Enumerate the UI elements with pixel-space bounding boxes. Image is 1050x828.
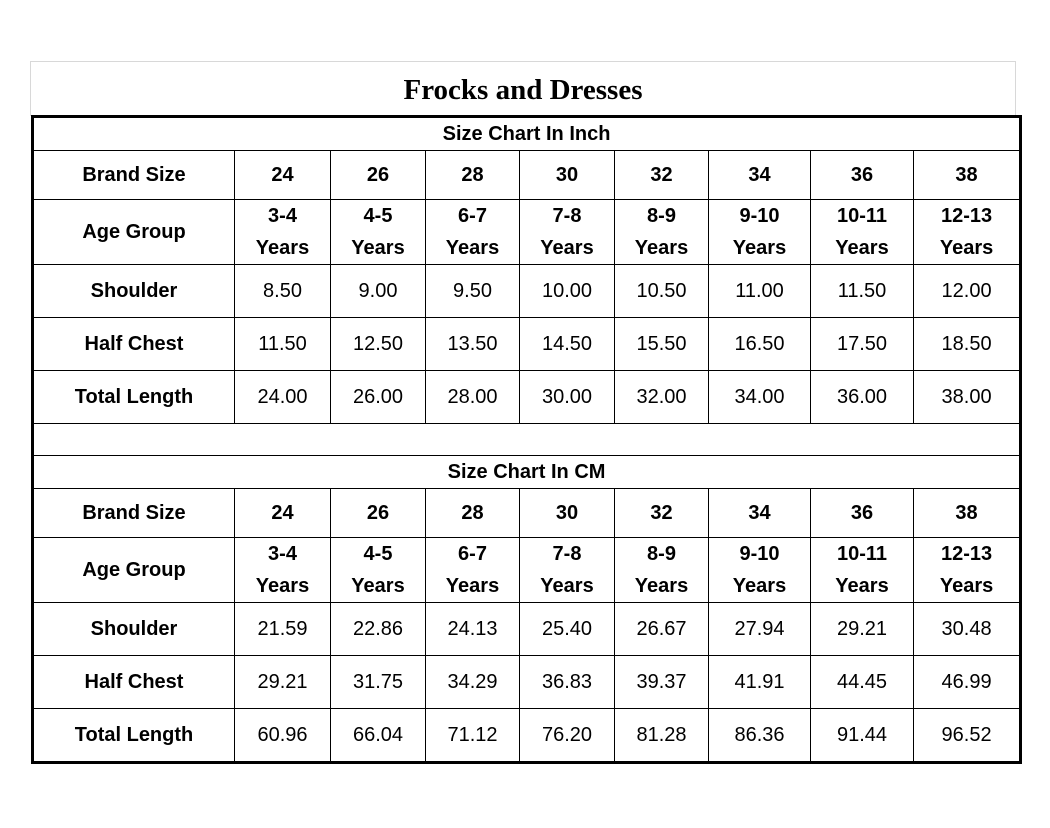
measurement-value-cell: 29.21: [235, 656, 331, 709]
age-range: 6-7: [458, 543, 487, 565]
brand-size-cell: 38: [914, 489, 1021, 538]
document-title: Frocks and Dresses: [30, 61, 1016, 116]
age-unit: Years: [255, 237, 310, 259]
measurement-value-cell: 46.99: [914, 656, 1021, 709]
measurement-value-cell: 76.20: [520, 709, 615, 763]
row-label-measurement: Shoulder: [33, 265, 235, 318]
measurement-value-cell: 13.50: [426, 318, 520, 371]
age-unit: Years: [732, 575, 787, 597]
measurement-value-cell: 22.86: [331, 603, 426, 656]
brand-size-row: [33, 489, 1021, 538]
age-group-cell: [615, 200, 709, 265]
row-label-brand-size: Brand Size: [33, 489, 235, 538]
measurement-value-cell: 26.67: [615, 603, 709, 656]
measurement-value-cell: 31.75: [331, 656, 426, 709]
age-range: 9-10: [739, 205, 780, 227]
row-label-age-group: Age Group: [33, 538, 235, 603]
measurement-value-cell: 24.00: [235, 371, 331, 424]
measurement-value-cell: 66.04: [331, 709, 426, 763]
row-label-measurement: Total Length: [33, 371, 235, 424]
row-label-age-group: Age Group: [33, 200, 235, 265]
row-label-brand-size: Brand Size: [33, 151, 235, 200]
measurement-value-cell: 30.48: [914, 603, 1021, 656]
brand-size-cell: 30: [520, 489, 615, 538]
age-range: 8-9: [647, 543, 676, 565]
brand-size-cell: 30: [520, 151, 615, 200]
measurement-value-cell: 41.91: [709, 656, 811, 709]
measurement-value-cell: 18.50: [914, 318, 1021, 371]
age-range: 7-8: [552, 205, 582, 227]
brand-size-cell: 38: [914, 151, 1021, 200]
spacer-cell: [33, 424, 1021, 456]
age-group-cell: [331, 538, 426, 603]
age-range: 3-4: [268, 543, 297, 565]
age-range: 12-13: [940, 543, 993, 565]
age-group-cell: [914, 538, 1021, 603]
age-range: 12-13: [940, 205, 993, 227]
measurement-value-cell: 25.40: [520, 603, 615, 656]
age-group-cell: [914, 200, 1021, 265]
measurement-row: [33, 656, 1021, 709]
age-group-cell: [235, 538, 331, 603]
row-label-measurement: Half Chest: [33, 656, 235, 709]
row-label-measurement: Half Chest: [33, 318, 235, 371]
age-unit: Years: [351, 575, 405, 597]
measurement-value-cell: 60.96: [235, 709, 331, 763]
age-unit: Years: [634, 575, 689, 597]
brand-size-cell: 26: [331, 151, 426, 200]
measurement-value-cell: 10.00: [520, 265, 615, 318]
age-group-cell: [520, 538, 615, 603]
measurement-value-cell: 10.50: [615, 265, 709, 318]
measurement-value-cell: 12.50: [331, 318, 426, 371]
age-group-cell: [709, 200, 811, 265]
brand-size-cell: 28: [426, 151, 520, 200]
measurement-value-cell: 9.50: [426, 265, 520, 318]
measurement-value-cell: 27.94: [709, 603, 811, 656]
age-range: 4-5: [363, 205, 393, 227]
section-heading-row: [33, 117, 1021, 151]
measurement-value-cell: 11.00: [709, 265, 811, 318]
measurement-value-cell: 17.50: [811, 318, 914, 371]
measurement-value-cell: 26.00: [331, 371, 426, 424]
brand-size-cell: 24: [235, 151, 331, 200]
measurement-value-cell: 44.45: [811, 656, 914, 709]
size-chart-table: [31, 115, 1022, 764]
measurement-value-cell: 15.50: [615, 318, 709, 371]
row-label-measurement: Total Length: [33, 709, 235, 763]
age-range: 10-11: [836, 543, 888, 565]
age-group-cell: [426, 538, 520, 603]
measurement-value-cell: 30.00: [520, 371, 615, 424]
age-unit: Years: [445, 575, 500, 597]
measurement-value-cell: 81.28: [615, 709, 709, 763]
size-chart-body: [33, 117, 1021, 763]
age-unit: Years: [939, 575, 994, 597]
measurement-value-cell: 8.50: [235, 265, 331, 318]
measurement-value-cell: 11.50: [811, 265, 914, 318]
age-range: 7-8: [552, 543, 582, 565]
age-range: 8-9: [647, 205, 676, 227]
measurement-value-cell: 16.50: [709, 318, 811, 371]
measurement-row: [33, 709, 1021, 763]
brand-size-cell: 34: [709, 489, 811, 538]
age-unit: Years: [445, 237, 500, 259]
age-group-cell: [811, 538, 914, 603]
age-group-cell: [331, 200, 426, 265]
age-unit: Years: [540, 575, 594, 597]
age-group-cell: [615, 538, 709, 603]
age-range: 3-4: [268, 205, 297, 227]
age-group-row: [33, 538, 1021, 603]
measurement-value-cell: 14.50: [520, 318, 615, 371]
measurement-value-cell: 71.12: [426, 709, 520, 763]
brand-size-cell: 32: [615, 489, 709, 538]
measurement-value-cell: 34.29: [426, 656, 520, 709]
measurement-value-cell: 34.00: [709, 371, 811, 424]
brand-size-cell: 36: [811, 489, 914, 538]
brand-size-cell: 26: [331, 489, 426, 538]
age-group-cell: [520, 200, 615, 265]
age-unit: Years: [835, 237, 889, 259]
age-group-cell: [235, 200, 331, 265]
section-heading-row: [33, 456, 1021, 489]
measurement-value-cell: 28.00: [426, 371, 520, 424]
age-range: 4-5: [363, 543, 393, 565]
brand-size-cell: 32: [615, 151, 709, 200]
age-range: 10-11: [836, 205, 888, 227]
measurement-value-cell: 12.00: [914, 265, 1021, 318]
measurement-value-cell: 21.59: [235, 603, 331, 656]
measurement-value-cell: 11.50: [235, 318, 331, 371]
age-group-cell: [709, 538, 811, 603]
measurement-row: [33, 371, 1021, 424]
age-unit: Years: [255, 575, 310, 597]
age-unit: Years: [634, 237, 689, 259]
age-unit: Years: [939, 237, 994, 259]
age-range: 9-10: [739, 543, 780, 565]
section-spacer-row: [33, 424, 1021, 456]
brand-size-cell: 34: [709, 151, 811, 200]
measurement-value-cell: 38.00: [914, 371, 1021, 424]
brand-size-cell: 36: [811, 151, 914, 200]
measurement-value-cell: 29.21: [811, 603, 914, 656]
age-group-cell: [811, 200, 914, 265]
measurement-value-cell: 36.83: [520, 656, 615, 709]
measurement-value-cell: 96.52: [914, 709, 1021, 763]
brand-size-row: [33, 151, 1021, 200]
measurement-row: [33, 265, 1021, 318]
measurement-value-cell: 39.37: [615, 656, 709, 709]
age-group-cell: [426, 200, 520, 265]
age-unit: Years: [351, 237, 405, 259]
measurement-value-cell: 24.13: [426, 603, 520, 656]
brand-size-cell: 24: [235, 489, 331, 538]
age-unit: Years: [835, 575, 889, 597]
measurement-value-cell: 86.36: [709, 709, 811, 763]
section-heading: Size Chart In CM: [33, 456, 1021, 489]
section-heading: Size Chart In Inch: [33, 117, 1021, 151]
age-unit: Years: [732, 237, 787, 259]
age-range: 6-7: [458, 205, 487, 227]
measurement-value-cell: 36.00: [811, 371, 914, 424]
measurement-value-cell: 91.44: [811, 709, 914, 763]
measurement-value-cell: 9.00: [331, 265, 426, 318]
age-group-row: [33, 200, 1021, 265]
measurement-row: [33, 318, 1021, 371]
age-unit: Years: [540, 237, 594, 259]
measurement-value-cell: 32.00: [615, 371, 709, 424]
measurement-row: [33, 603, 1021, 656]
brand-size-cell: 28: [426, 489, 520, 538]
row-label-measurement: Shoulder: [33, 603, 235, 656]
